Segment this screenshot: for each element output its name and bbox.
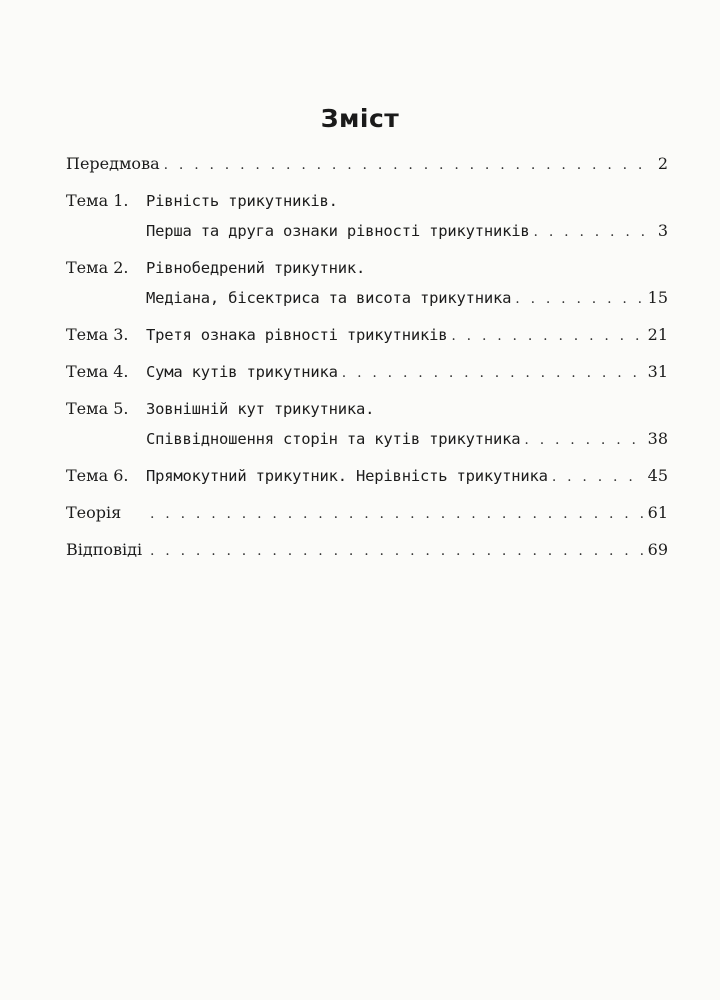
toc-entry-number: Тема 6.: [66, 466, 129, 485]
toc-entry-number: Тема 4.: [66, 362, 129, 381]
toc-entry-answers: [66, 534, 668, 565]
toc-page-number: 2: [657, 154, 668, 173]
toc-entry-topic-6: [66, 460, 668, 491]
dot-leader: [552, 462, 644, 493]
toc-entry-number: Тема 1.: [66, 191, 129, 210]
toc-page-number: 38: [647, 429, 668, 448]
toc-entry-topic-4: [66, 356, 668, 387]
toc-entry-label: Рівність трикутників.: [146, 192, 338, 210]
toc-entry-label: Прямокутний трикутник. Нерівність трикутника: [146, 467, 548, 485]
toc-page-number: 31: [647, 362, 668, 381]
toc-page-number: 45: [647, 466, 668, 485]
toc-entry-topic-2: [66, 252, 668, 313]
toc-entry-label: Сума кутів трикутника: [146, 363, 338, 381]
toc-entry-label: Третя ознака рівності трикутників: [146, 326, 448, 344]
toc-page-number: 15: [647, 288, 668, 307]
toc-page-number: 69: [647, 540, 668, 559]
toc-page-number: 3: [657, 221, 668, 240]
toc-entry-label: Передмова: [66, 154, 160, 173]
toc-entry-topic-1: [66, 185, 668, 246]
toc-entry-label: Теорія: [66, 503, 122, 522]
toc-entry-topic-3: [66, 319, 668, 350]
toc-entry-topic-5: [66, 393, 668, 454]
toc-entry-label-continued: Медіана, бісектриса та висота трикутника: [146, 289, 512, 307]
toc-entry-number: Тема 2.: [66, 258, 129, 277]
dot-leader: [524, 425, 643, 455]
toc-entry-preface: [66, 148, 668, 179]
table-of-contents: [66, 148, 668, 565]
toc-entry-number: Тема 5.: [66, 399, 129, 418]
toc-entry-label: Зовнішній кут трикутника.: [146, 400, 375, 418]
page-title: Зміст: [320, 104, 400, 133]
toc-entry-label-continued: Співвідношення сторін та кутів трикутника: [146, 430, 521, 448]
dot-leader: [534, 217, 654, 247]
dot-leader: [150, 536, 644, 567]
dot-leader: [342, 358, 644, 389]
toc-entry-label: Рівнобедрений трикутник.: [146, 259, 366, 277]
toc-entry-theory: [66, 497, 668, 528]
toc-entry-label: Відповіді: [66, 540, 143, 559]
toc-entry-label-continued: Перша та друга ознаки рівності трикутників: [146, 222, 530, 240]
dot-leader: [150, 499, 644, 530]
dot-leader: [451, 321, 643, 352]
toc-page-number: 21: [647, 325, 668, 344]
toc-entry-number: Тема 3.: [66, 325, 129, 344]
toc-page-number: 61: [647, 503, 668, 522]
dot-leader: [515, 284, 643, 314]
dot-leader: [164, 150, 654, 181]
